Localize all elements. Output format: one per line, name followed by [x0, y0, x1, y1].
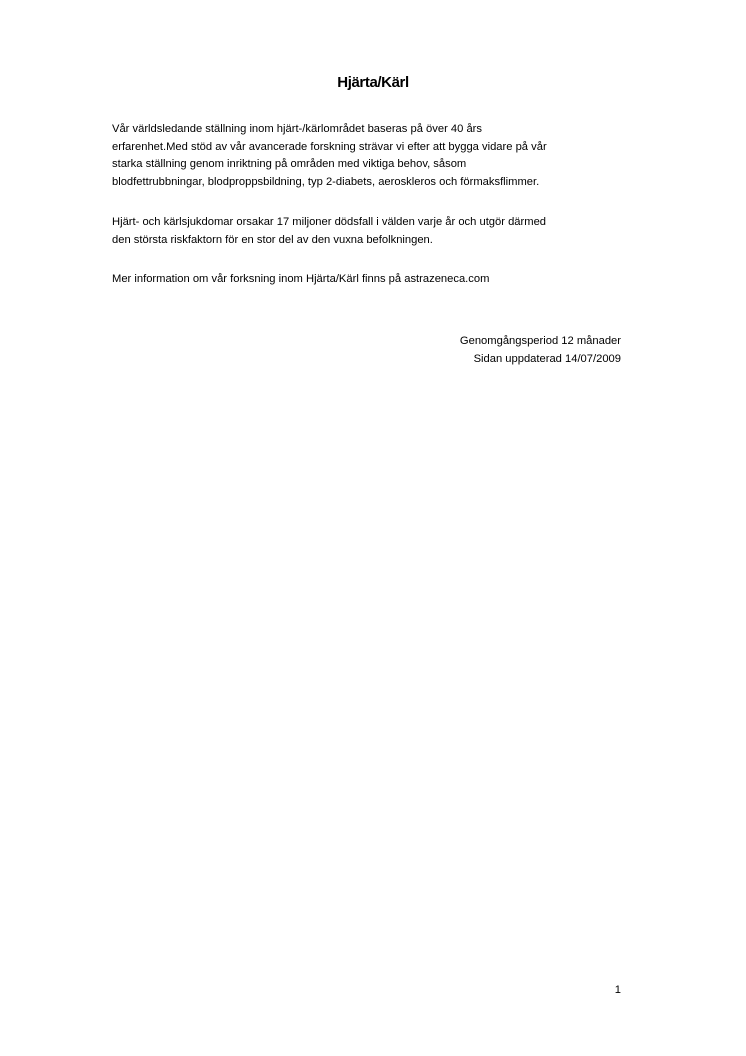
page-number: 1 [614, 984, 621, 996]
updated-date-text: Sidan uppdaterad 14/07/2009 [473, 353, 621, 365]
paragraph-line: Mer information om vår forksning inom Hjärta/Kärl finns på astrazeneca.com [112, 273, 490, 285]
more-info-paragraph [112, 271, 632, 289]
paragraph-line: blodfettrubbningar, blodproppsbildning, typ 2-diabets, aeroskleros och förmaksflimmer. [112, 176, 540, 189]
page-title: Hjärta/Kärl [337, 74, 409, 91]
paragraph-line: Hjärt- och kärlsjukdomar orsakar 17 miljoner dödsfall i välden varje år och utgör därmed [112, 216, 547, 228]
intro-paragraph [112, 121, 632, 192]
statistics-paragraph [112, 214, 632, 249]
paragraph-line: den största riskfaktorn för en stor del av den vuxna befolkningen. [112, 233, 433, 246]
paragraph-line: starka ställning genom inriktning på områden med viktiga behov, såsom [112, 158, 467, 171]
paragraph-line: erfarenhet.Med stöd av vår avancerade forskning strävar vi efter att bygga vidare på vår [112, 140, 547, 153]
review-period-text: Genomgångsperiod 12 månader [459, 335, 621, 347]
paragraph-line: Vår världsledande ställning inom hjärt-/kärlområdet baseras på över 40 års [112, 123, 482, 135]
